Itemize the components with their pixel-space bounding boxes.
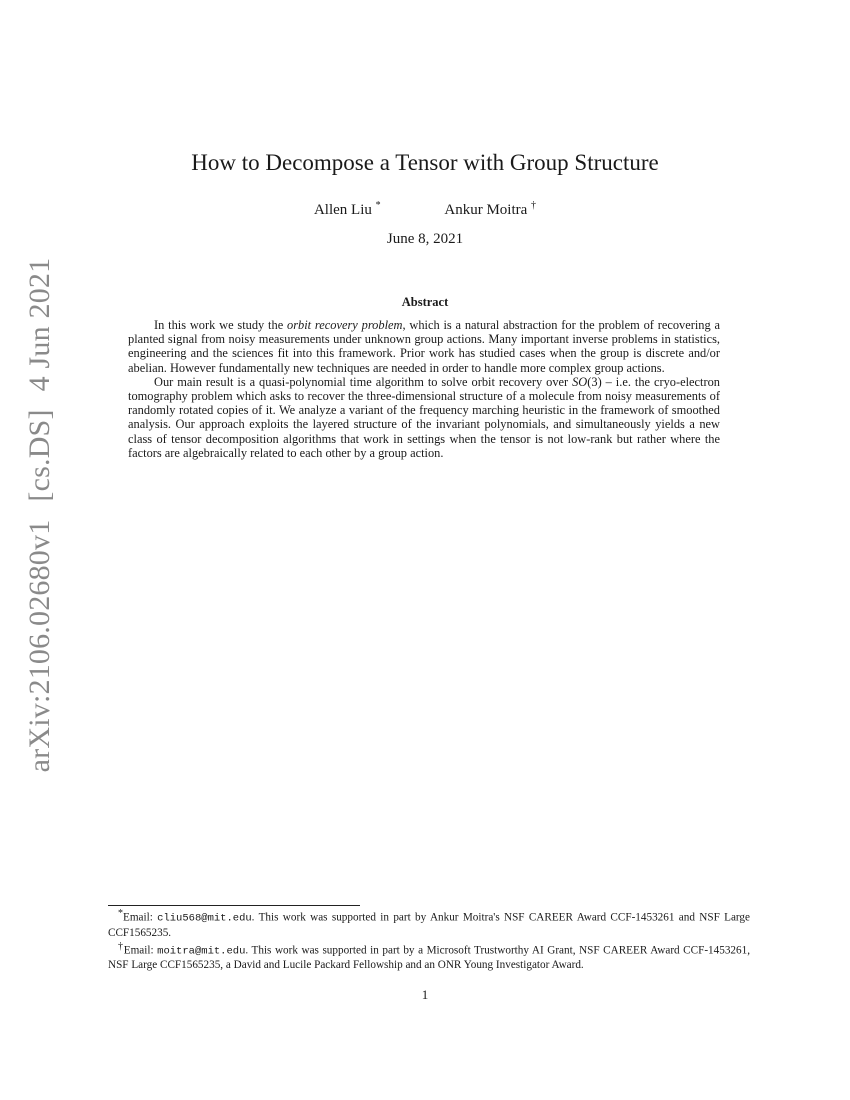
footnote [108, 907, 750, 940]
text: Email: [123, 911, 158, 924]
arxiv-id: arXiv:2106.02680v1 [23, 519, 56, 773]
author-name: Allen Liu [313, 202, 372, 218]
author [444, 202, 536, 218]
paper-date: June 8, 2021 [386, 231, 464, 247]
email-link[interactable]: moitra@mit.edu [157, 945, 246, 958]
abstract-body [128, 318, 720, 460]
page-number: 1 [421, 987, 429, 1002]
text: Email: [123, 944, 158, 957]
footnote [108, 940, 750, 973]
email-link[interactable]: cliu568@mit.edu [157, 912, 252, 925]
text: In this work we study the [154, 318, 288, 332]
footnote-mark: * [375, 200, 381, 211]
footnote-mark: † [118, 940, 124, 952]
paper-title: How to Decompose a Tensor with Group Structure [191, 150, 659, 175]
math: SO [572, 374, 588, 389]
emphasis: orbit recovery problem [287, 318, 403, 332]
arxiv-date: 4 Jun 2021 [23, 257, 56, 392]
author [314, 202, 381, 218]
abstract-heading: Abstract [401, 295, 449, 309]
arxiv-stamp [23, 258, 57, 773]
author-list [0, 200, 850, 219]
footnote-mark: † [531, 200, 537, 211]
math: (3) [587, 374, 602, 389]
footnote-mark: * [118, 908, 123, 919]
author-name: Ankur Moitra [444, 202, 528, 218]
text: . This work was supported in part by a Microsoft Trustworthy AI Grant, NSF CAREER Award CCF-1453261, NSF Large CCF1565235, a David and Lucile Packard Fellowship and an ONR Young Investigator Award. [108, 944, 751, 972]
arxiv-category: [cs.DS] [23, 409, 56, 502]
footnote-rule [108, 905, 360, 906]
abstract-paragraph [128, 375, 720, 460]
footnotes [108, 907, 750, 972]
text: Our main result is a quasi-polynomial time algorithm to solve orbit recovery over [154, 374, 573, 389]
abstract-paragraph [128, 318, 720, 375]
text: – i.e. the cryo-electron tomography problem which asks to recover the three-dimensional structure of a molecule from noisy measurements of randomly rotated copies of it. We analyze a variant of the frequency marching heuristic in the framework of smoothed analysis. Our approach exploits the layered structure of the invariant polynomials, and simultaneously yields a new class of tensor decomposition algorithms that work in settings when the tensor is not low-rank but rather where the factors are algebraically related to each other by a group action. [128, 374, 720, 460]
text: , which is a natural abstraction for the problem of recovering a planted signal from noisy measurements under unknown group actions. Many important inverse problems in statistics, engineering and the sciences fit into this framework. Prior work has studied cases when the group is discrete and/or abelian. However fundamentally new techniques are needed in order to handle more complex group actions. [128, 318, 720, 375]
text: . This work was supported in part by Ankur Moitra's NSF CAREER Award CCF-1453261 and NSF Large CCF1565235. [108, 911, 750, 939]
